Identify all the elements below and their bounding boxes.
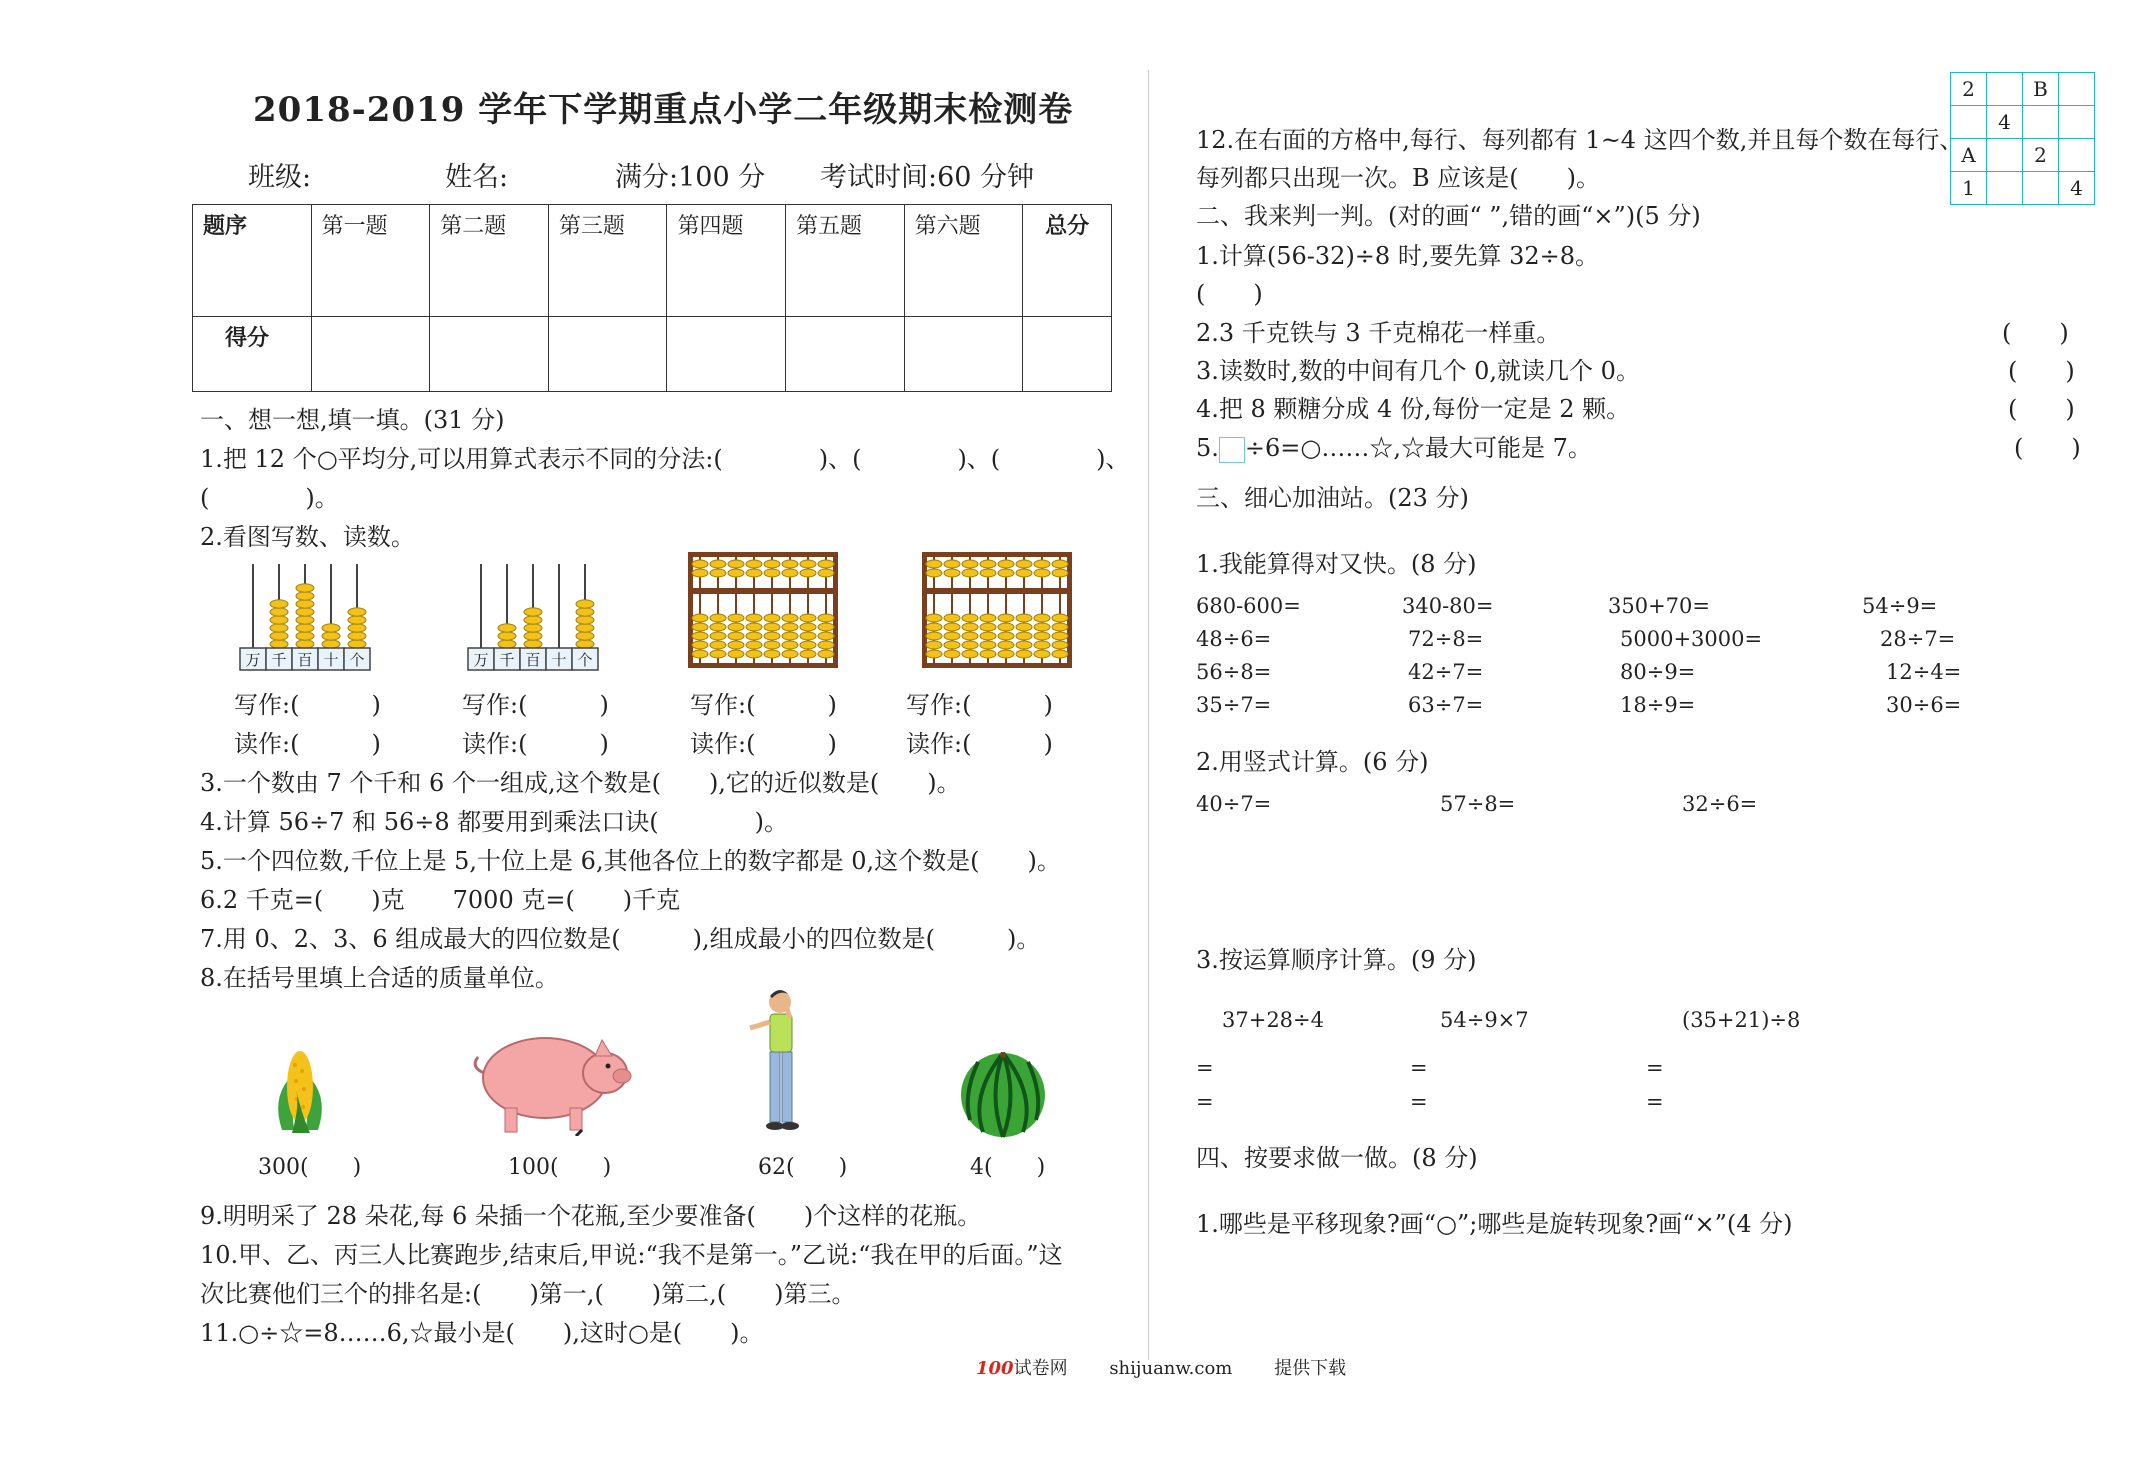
grid-cell: 2 bbox=[2023, 139, 2059, 172]
site-url[interactable]: shijuanw.com bbox=[1109, 1358, 1233, 1379]
question-11: 11.○÷☆=8……6,☆最小是( ),这时○是( )。 bbox=[200, 1319, 764, 1347]
score-header-cell: 第六题 bbox=[904, 205, 1023, 317]
calc-problem: 28÷7= bbox=[1880, 627, 1956, 651]
grid-cell bbox=[2059, 106, 2095, 139]
grid-cell bbox=[2023, 106, 2059, 139]
calc-problem: 18÷9= bbox=[1620, 693, 1696, 717]
question-5: 5.一个四位数,千位上是 5,十位上是 6,其他各位上的数字都是 0,这个数是( )。 bbox=[200, 847, 1061, 875]
site-logo: 100 bbox=[976, 1358, 1014, 1379]
abacus-image bbox=[922, 552, 1072, 668]
order-problem: 37+28÷4 bbox=[1222, 1008, 1324, 1032]
calc-problem: 12÷4= bbox=[1886, 660, 1962, 684]
calc-problem: 340-80= bbox=[1402, 594, 1494, 618]
question-12: 12.在右面的方格中,每行、每列都有 1~4 这四个数,并且每个数在每行、 bbox=[1196, 126, 1964, 154]
unit-blank[interactable]: 4( ) bbox=[970, 1155, 1046, 1180]
judge-5 bbox=[1196, 428, 1592, 463]
score-header-cell: 第三题 bbox=[548, 205, 667, 317]
full-score: 满分:100 分 bbox=[615, 162, 766, 193]
score-header-cell: 题序 bbox=[193, 205, 312, 317]
judge-5-text: ÷6=○……☆,☆最大可能是 7。 bbox=[1244, 434, 1592, 462]
equals-sign: = bbox=[1646, 1056, 1664, 1080]
exam-title: 2018-2019 学年下学期重点小学二年级期末检测卷 bbox=[253, 90, 1074, 130]
class-label: 班级: bbox=[248, 162, 312, 193]
vertical-problem: 57÷8= bbox=[1440, 792, 1516, 816]
grid-cell: 4 bbox=[2059, 172, 2095, 205]
unit-blank[interactable]: 300( ) bbox=[258, 1155, 362, 1180]
unit-blank[interactable]: 100( ) bbox=[508, 1155, 612, 1180]
order-problem: (35+21)÷8 bbox=[1682, 1008, 1801, 1032]
score-cell[interactable] bbox=[1023, 317, 1112, 392]
equals-sign: = bbox=[1196, 1090, 1214, 1114]
grid-cell: 2 bbox=[1951, 73, 1987, 106]
section-4-heading: 四、按要求做一做。(8 分) bbox=[1196, 1144, 1478, 1172]
calc-problem: 680-600= bbox=[1196, 594, 1301, 618]
calc-problem: 42÷7= bbox=[1408, 660, 1484, 684]
question-2: 2.看图写数、读数。 bbox=[200, 523, 415, 551]
question-7: 7.用 0、2、3、6 组成最大的四位数是( ),组成最小的四位数是( )。 bbox=[200, 925, 1041, 953]
blank-box[interactable] bbox=[1219, 437, 1245, 463]
footer bbox=[976, 1354, 1346, 1380]
read-blank[interactable]: 读作:( ) bbox=[906, 730, 1053, 758]
place-value-label: 千 bbox=[271, 651, 287, 669]
grid-cell bbox=[1987, 73, 2023, 106]
score-cell[interactable] bbox=[904, 317, 1023, 392]
grid-cell: A bbox=[1951, 139, 1987, 172]
write-blank[interactable]: 写作:( ) bbox=[234, 691, 381, 719]
equals-sign: = bbox=[1410, 1090, 1428, 1114]
place-value-label: 千 bbox=[499, 651, 515, 669]
question-10: 10.甲、乙、丙三人比赛跑步,结束后,甲说:“我不是第一。”乙说:“我在甲的后面。”这 bbox=[200, 1241, 1063, 1269]
footer-note: 提供下载 bbox=[1274, 1358, 1347, 1379]
score-cell[interactable] bbox=[311, 317, 430, 392]
corn-image bbox=[270, 1045, 330, 1135]
name-label: 姓名: bbox=[445, 162, 509, 193]
calc-problem: 63÷7= bbox=[1408, 693, 1484, 717]
order-problem: 54÷9×7 bbox=[1440, 1008, 1529, 1032]
abacus-image bbox=[688, 552, 838, 668]
score-cell[interactable] bbox=[667, 317, 786, 392]
judge-1-blank[interactable]: ( ) bbox=[1196, 280, 1263, 308]
score-cell[interactable] bbox=[548, 317, 667, 392]
column-divider bbox=[1148, 70, 1149, 1360]
grid-cell: B bbox=[2023, 73, 2059, 106]
calc-problem: 48÷6= bbox=[1196, 627, 1272, 651]
read-blank[interactable]: 读作:( ) bbox=[462, 730, 609, 758]
site-name: 试卷网 bbox=[1013, 1358, 1068, 1379]
write-blank[interactable]: 写作:( ) bbox=[690, 691, 837, 719]
grid-cell bbox=[1987, 139, 2023, 172]
read-blank[interactable]: 读作:( ) bbox=[234, 730, 381, 758]
equals-sign: = bbox=[1646, 1090, 1664, 1114]
question-3: 3.一个数由 7 个千和 6 个一组成,这个数是( ),它的近似数是( )。 bbox=[200, 769, 961, 797]
exam-time: 考试时间:60 分钟 bbox=[820, 162, 1035, 193]
calc-problem: 30÷6= bbox=[1886, 693, 1962, 717]
calc-problem: 72÷8= bbox=[1408, 627, 1484, 651]
counting-rods-image bbox=[460, 560, 610, 672]
place-value-label: 百 bbox=[297, 651, 313, 669]
calc-problem: 350+70= bbox=[1608, 594, 1710, 618]
score-table bbox=[192, 204, 1112, 392]
pig-image bbox=[470, 1018, 635, 1136]
question-1-cont: ( )。 bbox=[200, 484, 339, 512]
vertical-problem: 32÷6= bbox=[1682, 792, 1758, 816]
judge-1: 1.计算(56-32)÷8 时,要先算 32÷8。 bbox=[1196, 242, 1599, 270]
score-row-label: 得分 bbox=[193, 317, 312, 392]
judge-5-blank[interactable]: ( ) bbox=[2014, 434, 2081, 462]
judge-4: 4.把 8 颗糖分成 4 份,每份一定是 2 颗。 bbox=[1196, 395, 1631, 423]
man-image bbox=[742, 986, 812, 1136]
grid-cell: 1 bbox=[1951, 172, 1987, 205]
vertical-problem: 40÷7= bbox=[1196, 792, 1272, 816]
equals-sign: = bbox=[1410, 1056, 1428, 1080]
section-1-heading: 一、想一想,填一填。(31 分) bbox=[200, 406, 505, 434]
calc-1-heading: 1.我能算得对又快。(8 分) bbox=[1196, 550, 1477, 578]
place-value-label: 个 bbox=[577, 651, 593, 669]
question-8: 8.在括号里填上合适的质量单位。 bbox=[200, 964, 559, 992]
grid-cell bbox=[2059, 139, 2095, 172]
score-cell[interactable] bbox=[430, 317, 549, 392]
write-blank[interactable]: 写作:( ) bbox=[462, 691, 609, 719]
judge-5-number: 5. bbox=[1196, 434, 1219, 462]
place-value-label: 个 bbox=[349, 651, 365, 669]
grid-cell bbox=[1987, 172, 2023, 205]
unit-blank[interactable]: 62( ) bbox=[758, 1155, 848, 1180]
score-header-cell: 第五题 bbox=[786, 205, 905, 317]
section-3-heading: 三、细心加油站。(23 分) bbox=[1196, 484, 1469, 512]
score-cell[interactable] bbox=[786, 317, 905, 392]
calc-problem: 35÷7= bbox=[1196, 693, 1272, 717]
read-blank[interactable]: 读作:( ) bbox=[690, 730, 837, 758]
score-header-cell: 第一题 bbox=[311, 205, 430, 317]
grid-cell bbox=[2059, 73, 2095, 106]
grid-cell bbox=[2023, 172, 2059, 205]
place-value-label: 十 bbox=[323, 651, 339, 669]
judge-2-blank[interactable]: ( ) bbox=[2002, 319, 2069, 347]
score-header-cell: 第二题 bbox=[430, 205, 549, 317]
calc-problem: 56÷8= bbox=[1196, 660, 1272, 684]
calc-3-heading: 3.按运算顺序计算。(9 分) bbox=[1196, 946, 1477, 974]
place-value-label: 百 bbox=[525, 651, 541, 669]
calc-problem: 5000+3000= bbox=[1620, 627, 1763, 651]
question-1: 1.把 12 个○平均分,可以用算式表示不同的分法:( )、( )、( )、 bbox=[200, 445, 1130, 473]
question-9: 9.明明采了 28 朵花,每 6 朵插一个花瓶,至少要准备( )个这样的花瓶。 bbox=[200, 1202, 982, 1230]
score-header-cell: 第四题 bbox=[667, 205, 786, 317]
number-grid bbox=[1950, 72, 2095, 205]
judge-3-blank[interactable]: ( ) bbox=[2008, 357, 2075, 385]
counting-rods-image bbox=[232, 560, 382, 672]
judge-4-blank[interactable]: ( ) bbox=[2008, 395, 2075, 423]
place-value-label: 万 bbox=[245, 651, 261, 669]
calc-problem: 80÷9= bbox=[1620, 660, 1696, 684]
place-value-label: 十 bbox=[551, 651, 567, 669]
grid-cell: 4 bbox=[1987, 106, 2023, 139]
question-4: 4.计算 56÷7 和 56÷8 都要用到乘法口诀( )。 bbox=[200, 808, 788, 836]
watermelon-image bbox=[958, 1050, 1048, 1140]
section-2-heading: 二、我来判一判。(对的画“ ”,错的画“×”)(5 分) bbox=[1196, 202, 1701, 230]
place-value-label: 万 bbox=[473, 651, 489, 669]
calc-2-heading: 2.用竖式计算。(6 分) bbox=[1196, 748, 1429, 776]
task-1: 1.哪些是平移现象?画“○”;哪些是旋转现象?画“×”(4 分) bbox=[1196, 1210, 1793, 1238]
question-10-cont: 次比赛他们三个的排名是:( )第一,( )第二,( )第三。 bbox=[200, 1280, 856, 1308]
write-blank[interactable]: 写作:( ) bbox=[906, 691, 1053, 719]
judge-3: 3.读数时,数的中间有几个 0,就读几个 0。 bbox=[1196, 357, 1640, 385]
question-12-cont: 每列都只出现一次。B 应该是( )。 bbox=[1196, 164, 1600, 192]
equals-sign: = bbox=[1196, 1056, 1214, 1080]
judge-2: 2.3 千克铁与 3 千克棉花一样重。 bbox=[1196, 319, 1561, 347]
score-header-cell: 总分 bbox=[1023, 205, 1112, 317]
calc-problem: 54÷9= bbox=[1862, 594, 1938, 618]
question-6: 6.2 千克=( )克 7000 克=( )千克 bbox=[200, 886, 681, 914]
